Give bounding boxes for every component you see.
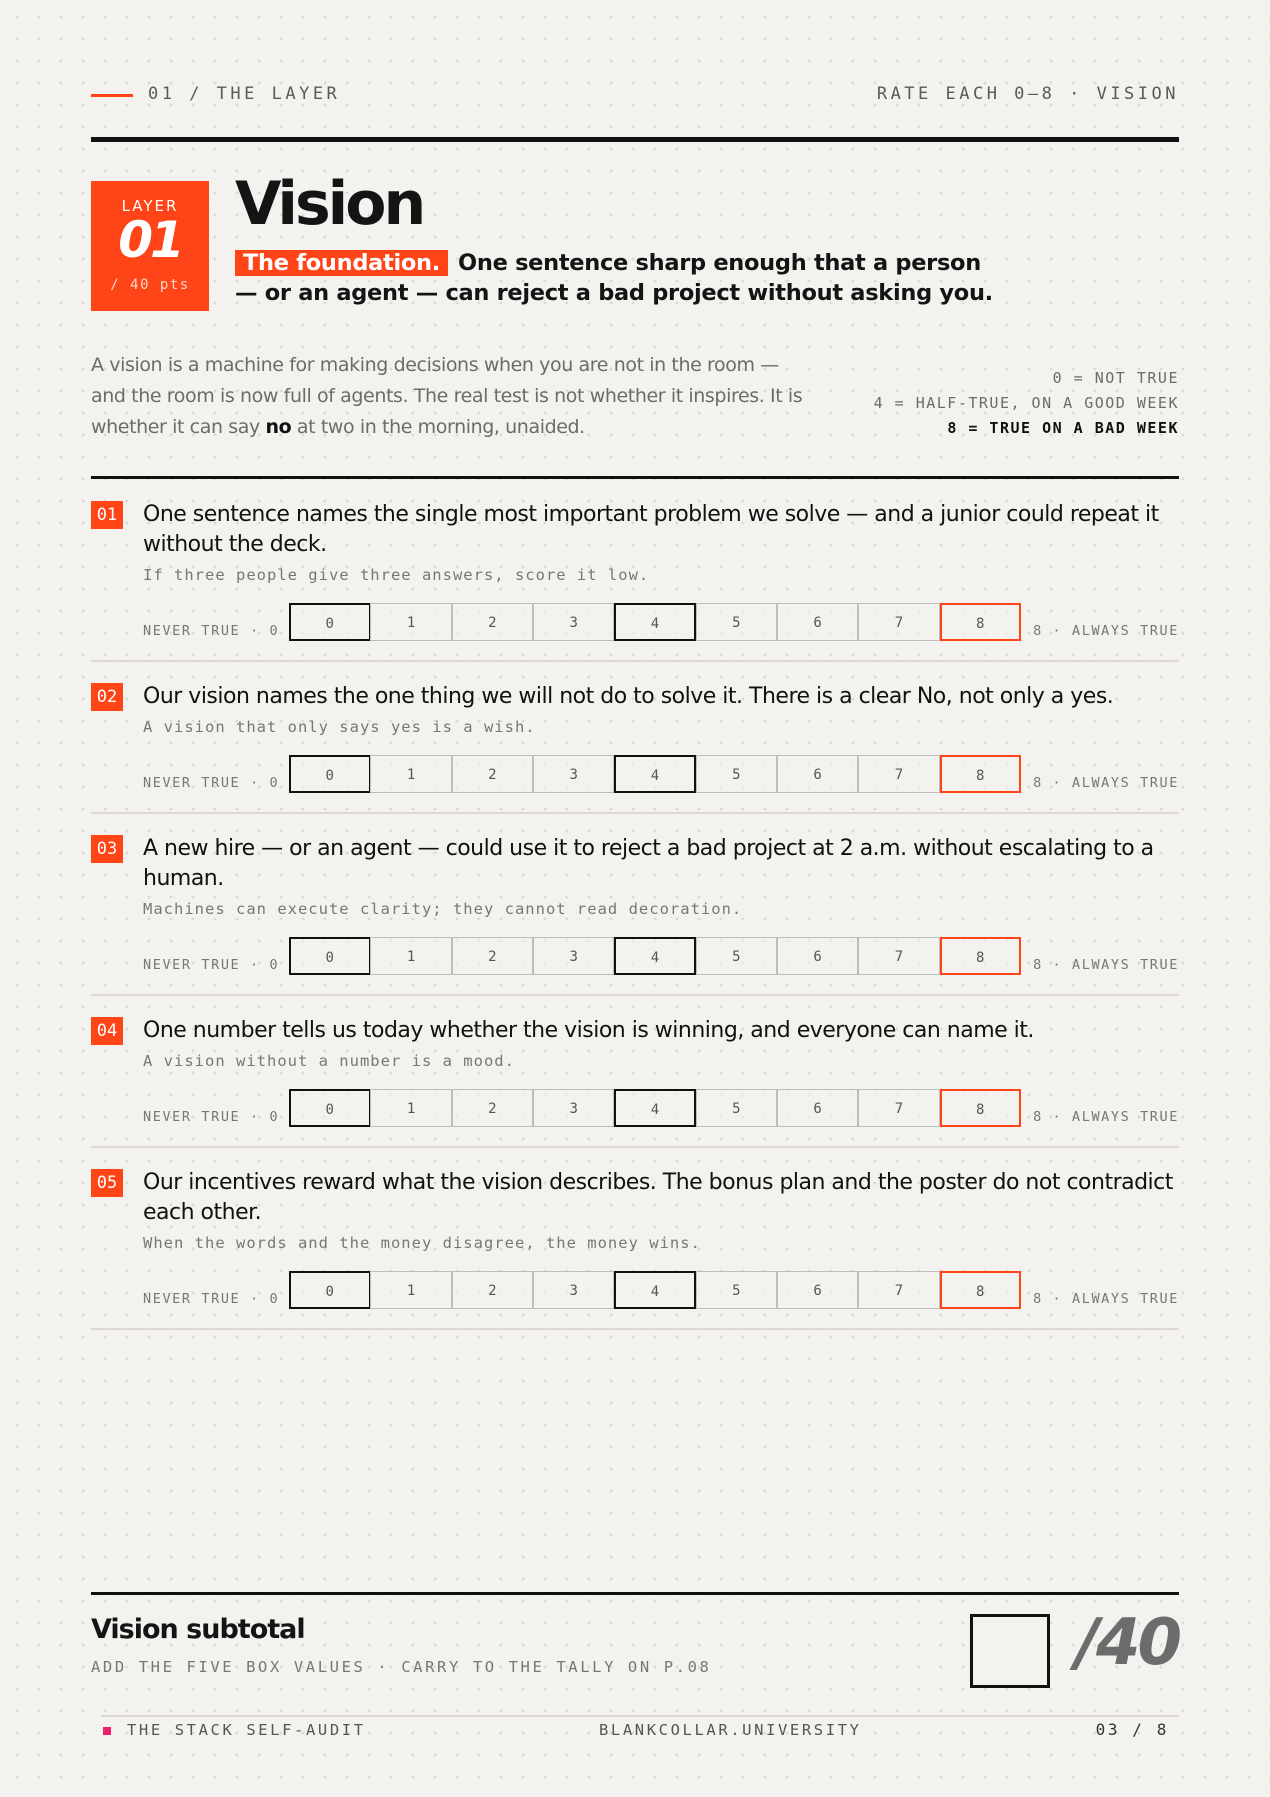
rating-box-1[interactable]: 1 — [370, 1271, 452, 1309]
never-true-label: NEVER TRUE · 0 — [143, 775, 280, 791]
layer-label: LAYER — [121, 197, 179, 215]
rating-box-4[interactable]: 4 — [614, 755, 696, 793]
rating-box-4[interactable]: 4 — [614, 1089, 696, 1127]
rating-box-3[interactable]: 3 — [533, 1271, 615, 1309]
question-number-badge: 05 — [91, 1169, 123, 1197]
header-accent-rule — [91, 94, 133, 97]
question-hint: If three people give three answers, score it low. — [143, 566, 650, 584]
subtotal-divider — [91, 1592, 1179, 1595]
rating-box-8[interactable]: 8 — [940, 603, 1022, 641]
always-true-label: 8 · ALWAYS TRUE — [1033, 775, 1179, 791]
footer-square-icon — [103, 1727, 111, 1735]
rating-box-3[interactable]: 3 — [533, 1089, 615, 1127]
lead-statement — [235, 248, 995, 308]
subtotal-note: ADD THE FIVE BOX VALUES · CARRY TO THE TALLY ON P.08 — [91, 1658, 712, 1676]
rating-box-4[interactable]: 4 — [614, 603, 696, 641]
rating-box-5[interactable]: 5 — [696, 937, 778, 975]
rating-scale — [91, 755, 1179, 795]
page-header — [91, 82, 1179, 108]
rating-box-8[interactable]: 8 — [940, 1089, 1022, 1127]
question-number-badge: 01 — [91, 501, 123, 529]
question-number-badge: 02 — [91, 683, 123, 711]
rating-box-6[interactable]: 6 — [777, 603, 859, 641]
rating-box-5[interactable]: 5 — [696, 1271, 778, 1309]
scale-legend-4: 4 = HALF-TRUE, ON A GOOD WEEK — [873, 394, 1179, 412]
rating-box-2[interactable]: 2 — [452, 755, 534, 793]
rating-box-5[interactable]: 5 — [696, 1089, 778, 1127]
question-hint: Machines can execute clarity; they cannot read decoration. — [143, 900, 743, 918]
question-divider — [91, 1146, 1179, 1148]
lead-text: One sentence sharp enough that a person — or an agent — can reject a bad project without asking you. — [235, 250, 993, 306]
question-hint: When the words and the money disagree, the money wins. — [143, 1234, 701, 1252]
rating-scale — [91, 1271, 1179, 1311]
question-text: One sentence names the single most important problem we solve — and a junior could repeat it without the deck. — [143, 502, 1159, 557]
scale-legend-8: 8 = TRUE ON A BAD WEEK — [947, 419, 1179, 437]
question-number-badge: 04 — [91, 1017, 123, 1045]
page-title: Vision — [235, 169, 424, 239]
rating-box-5[interactable]: 5 — [696, 755, 778, 793]
rating-boxes — [289, 1089, 1025, 1127]
rating-box-1[interactable]: 1 — [370, 603, 452, 641]
rating-box-7[interactable]: 7 — [858, 755, 940, 793]
rating-boxes — [289, 1271, 1025, 1309]
always-true-label: 8 · ALWAYS TRUE — [1033, 1109, 1179, 1125]
rating-box-5[interactable]: 5 — [696, 603, 778, 641]
rating-box-1[interactable]: 1 — [370, 755, 452, 793]
question-divider — [91, 812, 1179, 814]
rating-box-6[interactable]: 6 — [777, 755, 859, 793]
intro-emphasis: no — [265, 416, 292, 438]
rating-box-1[interactable]: 1 — [370, 1089, 452, 1127]
footer-divider — [101, 1715, 1179, 1717]
rating-boxes — [289, 937, 1025, 975]
rating-box-2[interactable]: 2 — [452, 603, 534, 641]
question-text: One number tells us today whether the vision is winning, and everyone can name it. — [143, 1018, 1034, 1043]
layer-number: 01 — [118, 211, 182, 269]
rating-boxes — [289, 755, 1025, 793]
scale-legend — [874, 366, 1179, 441]
page-number: 03 / 8 — [1095, 1720, 1169, 1739]
rating-box-3[interactable]: 3 — [533, 937, 615, 975]
rating-box-8[interactable]: 8 — [940, 937, 1022, 975]
header-divider — [91, 137, 1179, 142]
footer-site: BLANKCOLLAR.UNIVERSITY — [599, 1721, 862, 1739]
rating-box-6[interactable]: 6 — [777, 1089, 859, 1127]
always-true-label: 8 · ALWAYS TRUE — [1033, 623, 1179, 639]
never-true-label: NEVER TRUE · 0 — [143, 957, 280, 973]
rating-box-0[interactable]: 0 — [289, 937, 371, 975]
question-divider — [91, 994, 1179, 996]
subtotal-max: /40 — [1075, 1606, 1179, 1680]
always-true-label: 8 · ALWAYS TRUE — [1033, 957, 1179, 973]
audit-page — [91, 0, 1179, 1797]
layer-badge — [91, 181, 209, 311]
rating-box-7[interactable]: 7 — [858, 1271, 940, 1309]
section-label: 01 / THE LAYER — [148, 84, 341, 104]
rating-boxes — [289, 603, 1025, 641]
footer-publication: THE STACK SELF-AUDIT — [127, 1721, 366, 1739]
rating-scale — [91, 603, 1179, 643]
rating-scale — [91, 1089, 1179, 1129]
rating-box-2[interactable]: 2 — [452, 937, 534, 975]
rating-box-0[interactable]: 0 — [289, 1089, 371, 1127]
rating-box-3[interactable]: 3 — [533, 603, 615, 641]
rating-scale — [91, 937, 1179, 977]
rating-box-0[interactable]: 0 — [289, 1271, 371, 1309]
never-true-label: NEVER TRUE · 0 — [143, 623, 280, 639]
rating-box-0[interactable]: 0 — [289, 755, 371, 793]
rating-box-3[interactable]: 3 — [533, 755, 615, 793]
rating-box-0[interactable]: 0 — [289, 603, 371, 641]
rating-box-4[interactable]: 4 — [614, 937, 696, 975]
question-number-badge: 03 — [91, 835, 123, 863]
intro-paragraph — [91, 350, 811, 443]
question-text: Our vision names the one thing we will not do to solve it. There is a clear No, not only a yes. — [143, 684, 1114, 709]
question-hint: A vision that only says yes is a wish. — [143, 718, 536, 736]
instruction-label: RATE EACH 0–8 · VISION — [876, 84, 1179, 104]
scale-legend-0: 0 = NOT TRUE — [1052, 369, 1179, 387]
question-divider — [91, 1328, 1179, 1330]
question-text: Our incentives reward what the vision describes. The bonus plan and the poster do not contradict each other. — [143, 1170, 1173, 1225]
question-text: A new hire — or an agent — could use it to reject a bad project at 2 a.m. without escalating to a human. — [143, 836, 1154, 891]
subtotal-title: Vision subtotal — [91, 1614, 305, 1645]
rating-box-7[interactable]: 7 — [858, 937, 940, 975]
question-divider — [91, 660, 1179, 662]
intro-before: A vision is a machine for making decisions when you are not in the room — and the room is now full of agents. The real test is not whether it inspires. It is whether it can say — [91, 354, 803, 438]
never-true-label: NEVER TRUE · 0 — [143, 1291, 280, 1307]
rating-box-8[interactable]: 8 — [940, 1271, 1022, 1309]
rating-box-8[interactable]: 8 — [940, 755, 1022, 793]
rating-box-6[interactable]: 6 — [777, 1271, 859, 1309]
rating-box-7[interactable]: 7 — [858, 603, 940, 641]
question-hint: A vision without a number is a mood. — [143, 1052, 515, 1070]
never-true-label: NEVER TRUE · 0 — [143, 1109, 280, 1125]
rating-box-6[interactable]: 6 — [777, 937, 859, 975]
section-divider — [91, 476, 1179, 479]
always-true-label: 8 · ALWAYS TRUE — [1033, 1291, 1179, 1307]
rating-box-4[interactable]: 4 — [614, 1271, 696, 1309]
rating-box-1[interactable]: 1 — [370, 937, 452, 975]
subtotal-input-box[interactable] — [970, 1614, 1050, 1688]
rating-box-7[interactable]: 7 — [858, 1089, 940, 1127]
lead-highlight: The foundation. — [235, 250, 448, 276]
layer-points: / 40 pts — [110, 277, 190, 293]
rating-box-2[interactable]: 2 — [452, 1271, 534, 1309]
rating-box-2[interactable]: 2 — [452, 1089, 534, 1127]
intro-after: at two in the morning, unaided. — [291, 416, 585, 438]
